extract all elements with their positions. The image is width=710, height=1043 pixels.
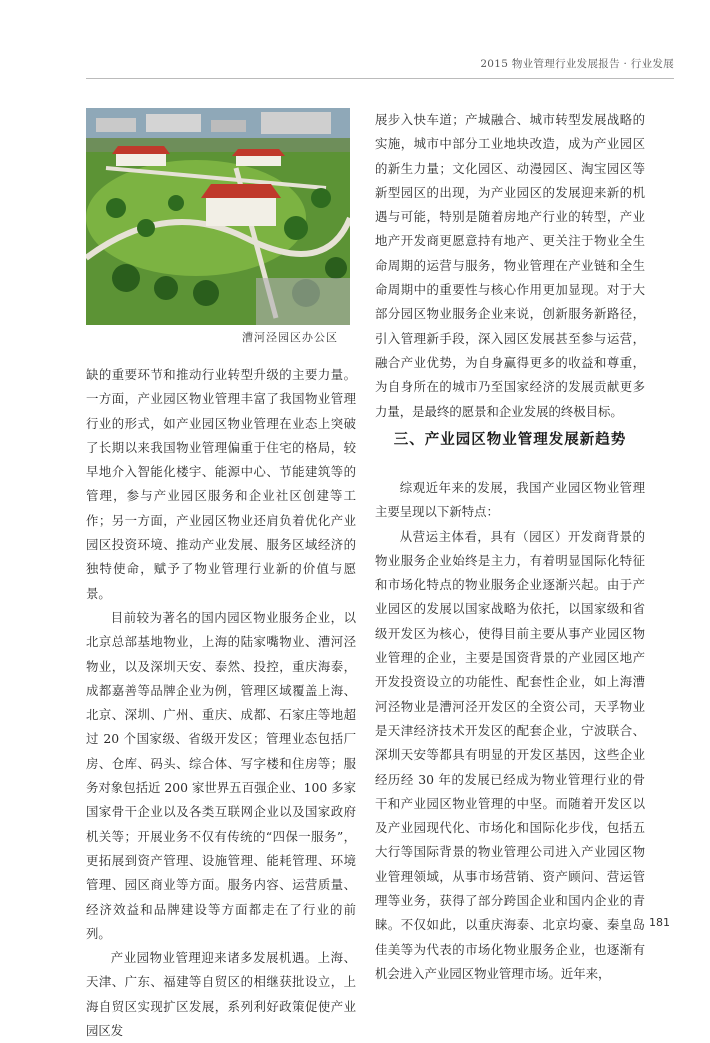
paragraph: 目前较为著名的国内园区物业服务企业，以北京总部基地物业，上海的陆家嘴物业、漕河泾物业，以及深圳天安、泰然、投控，重庆海泰，成都嘉善等品牌企业为例，管理区域覆盖上海、北京、深圳、广州、重庆、成都、石家庄等地超过 20 个国家级、省级开发区；管理业态包括厂房、仓库、码头、综合体、写字楼和住房等；服务对象包括近 200 家世界五百强企业、100 多家国家骨干企业以及各类互联网企业以及国家政府机关等；开展业务不仅有传统的“四保一服务”，更拓展到资产管理、设施管理、能耗管理、环境管理、园区商业等方面。服务内容、运营质量、经济效益和品牌建设等方面都走在了行业的前列。 <box>86 609 356 941</box>
running-header: 2015 物业管理行业发展报告 · 行业发展 <box>480 58 674 70</box>
paragraph: 产业园物业管理迎来诸多发展机遇。上海、天津、广东、福建等自贸区的相继获批设立，上海自贸区实现扩区发展，系列利好政策促使产业园区发 <box>86 950 356 1039</box>
paragraph: 缺的重要环节和推动行业转型升级的主要力量。一方面，产业园区物业管理丰富了我国物业管理行业的形式，如产业园区物业管理在业态上突破了长期以来我国物业管理偏重于住宅的格局，较早地介入智能化楼宇、能源中心、节能建筑等的管理，参与产业园区服务和企业社区创建等工作；另一方面，产业园区物业还肩负着优化产业园区投资环境、推动产业发展、服务区域经济的独特使命，赋予了物业管理行业新的价值与愿景。 <box>86 367 356 601</box>
right-column-bottom <box>375 476 645 986</box>
paragraph: 从营运主体看，具有（园区）开发商背景的物业服务企业始终是主力，有着明显国际化特征和市场化特点的物业服务企业逐渐兴起。由于产业园区的发展以国家战略为依托，以国家级和省级开发区为核心，使得目前主要从事产业园区物业管理的企业，主要是国资背景的产业园区地产开发投资设立的功能性、配套性企业，如上海漕河泾物业是漕河泾开发区的全资公司，天孚物业是天津经济技术开发区的配套企业，宁波联合、深圳天安等都具有明显的开发区基因，这些企业经历经 30 年的发展已经成为物业管理行业的骨干和产业园区物业管理的中坚。而随着开发区以及产业园现代化、市场化和国际化步伐，包括五大行等国际背景的物业管理公司进入产业园区物业管理领域，从事市场营销、资产顾问、营运管理等业务，获得了部分跨国企业和国内企业的青睐。不仅如此，以重庆海泰、北京均豪、秦皇岛佳美等为代表的市场化物业服务企业，也逐渐有机会进入产业园区物业管理市场。近年来， <box>375 528 645 981</box>
right-column-top <box>375 108 645 424</box>
park-office-photo <box>86 108 350 325</box>
section-heading: 三、产业园区物业管理发展新趋势 <box>393 432 627 448</box>
header-rule <box>86 78 674 79</box>
figure-caption: 漕河泾园区办公区 <box>86 326 350 350</box>
page-number: 181 <box>649 916 670 929</box>
left-column <box>86 363 356 1043</box>
paragraph: 展步入快车道；产城融合、城市转型发展战略的实施，城市中部分工业地块改造，成为产业园区的新生力量；文化园区、动漫园区、淘宝园区等新型园区的出现，为产业园区的发展迎来新的机遇与可能，特别是随着房地产行业的转型，产业地产开发商更愿意持有地产、更关注于物业全生命周期的运营与服务，物业管理在产业链和全生命周期中的重要性与核心作用更加显现。对于大部分园区物业服务企业来说，创新服务新路径，引入管理新手段，深入园区发展甚至参与运营，融合产业优势，为自身赢得更多的收益和尊重，为自身所在的城市乃至国家经济的发展贡献更多力量，是最终的愿景和企业发展的终极目标。 <box>375 112 645 419</box>
aerial-park-image <box>86 108 350 325</box>
paragraph: 综观近年来的发展，我国产业园区物业管理主要呈现以下新特点： <box>375 480 645 520</box>
